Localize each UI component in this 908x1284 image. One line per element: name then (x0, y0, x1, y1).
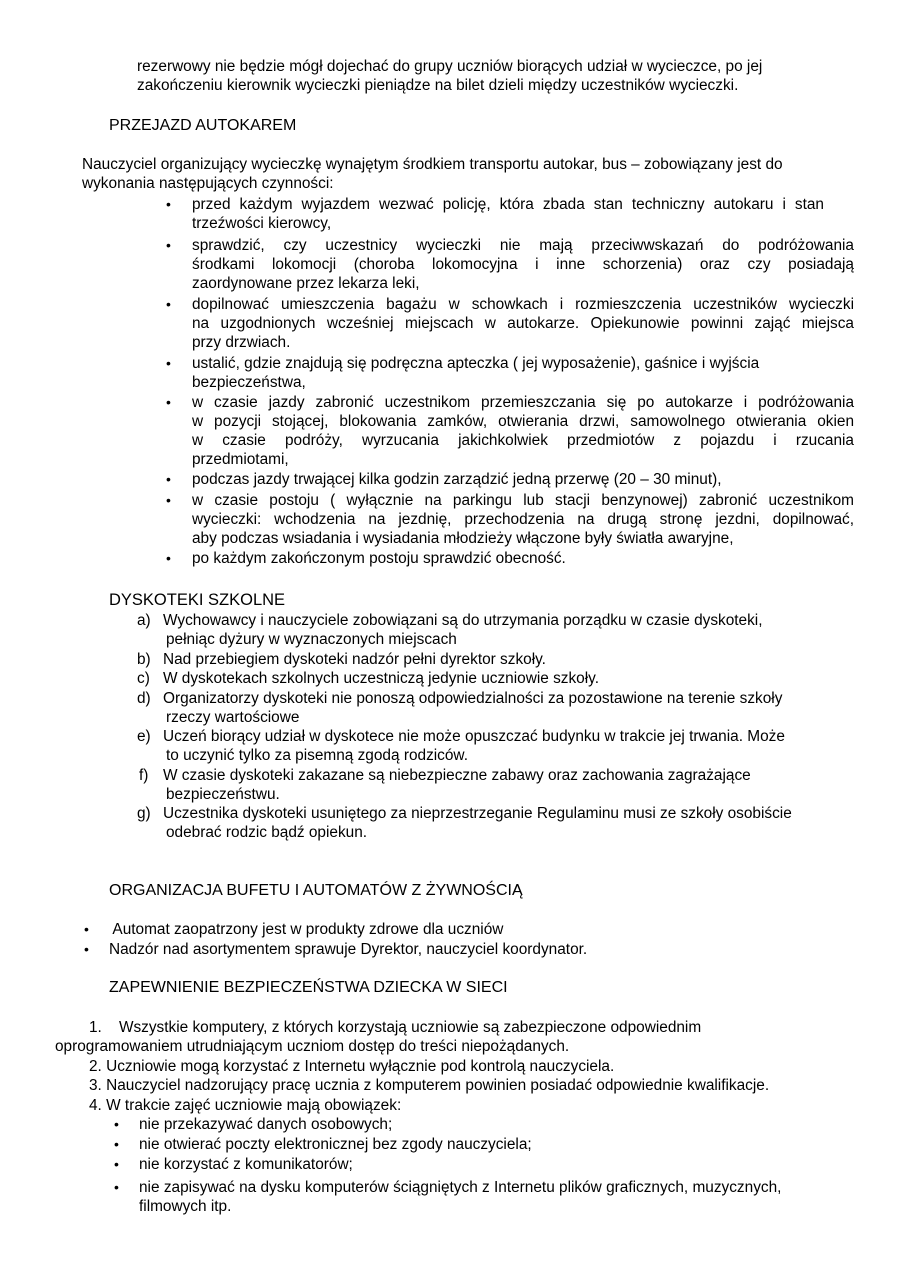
bus-item-line: na uzgodnionych wcześniej miejscach w autokarze. Opiekunowie powinni zająć miejsca (192, 315, 854, 332)
internet-subitem-line: filmowych itp. (139, 1198, 232, 1215)
bus-item-line: trzeźwości kierowcy, (192, 215, 332, 232)
bullet-icon: • (84, 921, 89, 937)
bus-item-line: podczas jazdy trwającej kilka godzin zarządzić jedną przerwę (20 – 30 minut), (192, 471, 722, 488)
list-marker: f) (139, 767, 149, 784)
bus-item-line: po każdym zakończonym postoju sprawdzić obecność. (192, 550, 566, 567)
bus-item-line: ustalić, gdzie znajdują się podręczna apteczka ( jej wyposażenie), gaśnice i wyjścia (192, 355, 760, 372)
bullet-icon: • (166, 394, 171, 410)
disco-item-line: Uczeń biorący udział w dyskotece nie może opuszczać budynku w trakcie jej trwania. Może (163, 728, 785, 745)
bullet-icon: • (166, 296, 171, 312)
internet-subitem-line: nie korzystać z komunikatorów; (139, 1156, 353, 1173)
internet-item-line: 1. Wszystkie komputery, z których korzystają uczniowie są zabezpieczone odpowiednim (89, 1019, 702, 1036)
bullet-icon: • (114, 1136, 119, 1152)
disco-item-line: pełniąc dyżury w wyznaczonych miejscach (166, 631, 457, 648)
buffet-item: Automat zaopatrzony jest w produkty zdrowe dla uczniów (109, 921, 504, 938)
bullet-icon: • (114, 1179, 119, 1195)
bullet-icon: • (166, 471, 171, 487)
section-heading-buffet: ORGANIZACJA BUFETU I AUTOMATÓW Z ŻYWNOŚCIĄ (109, 882, 523, 899)
bus-item-line: przed każdym wyjazdem wezwać policję, która zbada stan techniczny autokaru i stan (192, 196, 824, 213)
section-heading-disco: DYSKOTEKI SZKOLNE (109, 591, 286, 609)
bus-item-line: przy drzwiach. (192, 334, 291, 351)
bus-item-line: środkami lokomocji (choroba lokomocyjna i inne schorzenia) oraz czy posiadają (192, 256, 854, 273)
bus-item-line: w pozycji stojącej, blokowania zamków, otwierania drzwi, samowolnego otwierania okien (192, 413, 854, 430)
disco-item-line: odebrać rodzic bądź opiekun. (166, 824, 368, 841)
section-heading-bus: PRZEJAZD AUTOKAREM (109, 117, 297, 134)
bus-intro-line: wykonania następujących czynności: (82, 175, 334, 192)
disco-item-line: Wychowawcy i nauczyciele zobowiązani są do utrzymania porządku w czasie dyskoteki, (163, 612, 763, 629)
disco-item-line: to uczynić tylko za pisemną zgodą rodziców. (166, 747, 468, 764)
buffet-item: Nadzór nad asortymentem sprawuje Dyrektor, nauczyciel koordynator. (109, 941, 588, 958)
disco-item-line: W czasie dyskoteki zakazane są niebezpieczne zabawy oraz zachowania zagrażające (163, 767, 751, 784)
disco-item-line: Nad przebiegiem dyskoteki nadzór pełni dyrektor szkoły. (163, 651, 546, 668)
internet-item-line: 4. W trakcie zajęć uczniowie mają obowiązek: (89, 1097, 402, 1114)
internet-item-line: oprogramowaniem utrudniającym uczniom dostęp do treści niepożądanych. (55, 1038, 570, 1055)
list-marker: b) (137, 651, 151, 668)
bullet-icon: • (114, 1116, 119, 1132)
bullet-icon: • (166, 492, 171, 508)
bus-item-line: bezpieczeństwa, (192, 374, 306, 391)
bullet-icon: • (114, 1156, 119, 1172)
bus-item-line: w czasie jazdy zabronić uczestnikom przemieszczania się po autokarze i podróżowania (192, 394, 854, 411)
internet-item-line: 2. Uczniowie mogą korzystać z Internetu wyłącznie pod kontrolą nauczyciela. (89, 1058, 615, 1075)
bullet-icon: • (166, 355, 171, 371)
disco-item-line: Uczestnika dyskoteki usuniętego za nieprzestrzeganie Regulaminu musi ze szkoły osobiście (163, 805, 792, 822)
bullet-icon: • (166, 550, 171, 566)
bus-item-line: aby podczas wsiadania i wysiadania młodzieży włączone były światła awaryjne, (192, 530, 734, 547)
bus-item-line: przedmiotami, (192, 451, 289, 468)
bullet-icon: • (166, 196, 171, 212)
internet-subitem-line: nie zapisywać na dysku komputerów ściągniętych z Internetu plików graficznych, muzycznych, (139, 1179, 782, 1196)
bus-item-line: dopilnować umieszczenia bagażu w schowkach i rozmieszczenia uczestników wycieczki (192, 296, 854, 313)
internet-item-line: 3. Nauczyciel nadzorujący pracę ucznia z komputerem powinien posiadać odpowiednie kwalifikacje. (89, 1077, 770, 1094)
bus-intro-line: Nauczyciel organizujący wycieczkę wynajętym środkiem transportu autokar, bus – zobowiązany jest do (82, 156, 783, 173)
list-marker: g) (137, 805, 151, 822)
bus-item-line: zaordynowane przez lekarza leki, (192, 275, 420, 292)
bus-item-line: sprawdzić, czy uczestnicy wycieczki nie mają przeciwwskazań do podróżowania (192, 237, 854, 254)
bullet-icon: • (84, 941, 89, 957)
internet-subitem-line: nie przekazywać danych osobowych; (139, 1116, 393, 1133)
list-marker: d) (137, 690, 151, 707)
disco-item-line: bezpieczeństwu. (166, 786, 280, 803)
list-marker: a) (137, 612, 151, 629)
internet-subitem-line: nie otwierać poczty elektronicznej bez zgody nauczyciela; (139, 1136, 532, 1153)
list-marker: e) (137, 728, 151, 745)
intro-line: rezerwowy nie będzie mógł dojechać do grupy uczniów biorących udział w wycieczce, po jej (137, 58, 763, 75)
disco-item-line: rzeczy wartościowe (166, 709, 300, 726)
intro-line: zakończeniu kierownik wycieczki pieniądze na bilet dzieli między uczestników wycieczki. (137, 77, 739, 94)
bullet-icon: • (166, 237, 171, 253)
bus-item-line: w czasie postoju ( wyłącznie na parkingu lub stacji benzynowej) zabronić uczestnikom (192, 492, 854, 509)
disco-item-line: Organizatorzy dyskoteki nie ponoszą odpowiedzialności za pozostawione na terenie szkoły (163, 690, 783, 707)
bus-item-line: w czasie podróży, wyrzucania jakichkolwiek przedmiotów z pojazdu i rzucania (192, 432, 854, 449)
disco-item-line: W dyskotekach szkolnych uczestniczą jedynie uczniowie szkoły. (163, 670, 599, 687)
section-heading-internet: ZAPEWNIENIE BEZPIECZEŃSTWA DZIECKA W SIECI (109, 979, 508, 996)
bus-item-line: wycieczki: wchodzenia na jezdnię, przechodzenia na drugą stronę jezdni, dopilnować, (192, 511, 854, 528)
list-marker: c) (137, 670, 150, 687)
